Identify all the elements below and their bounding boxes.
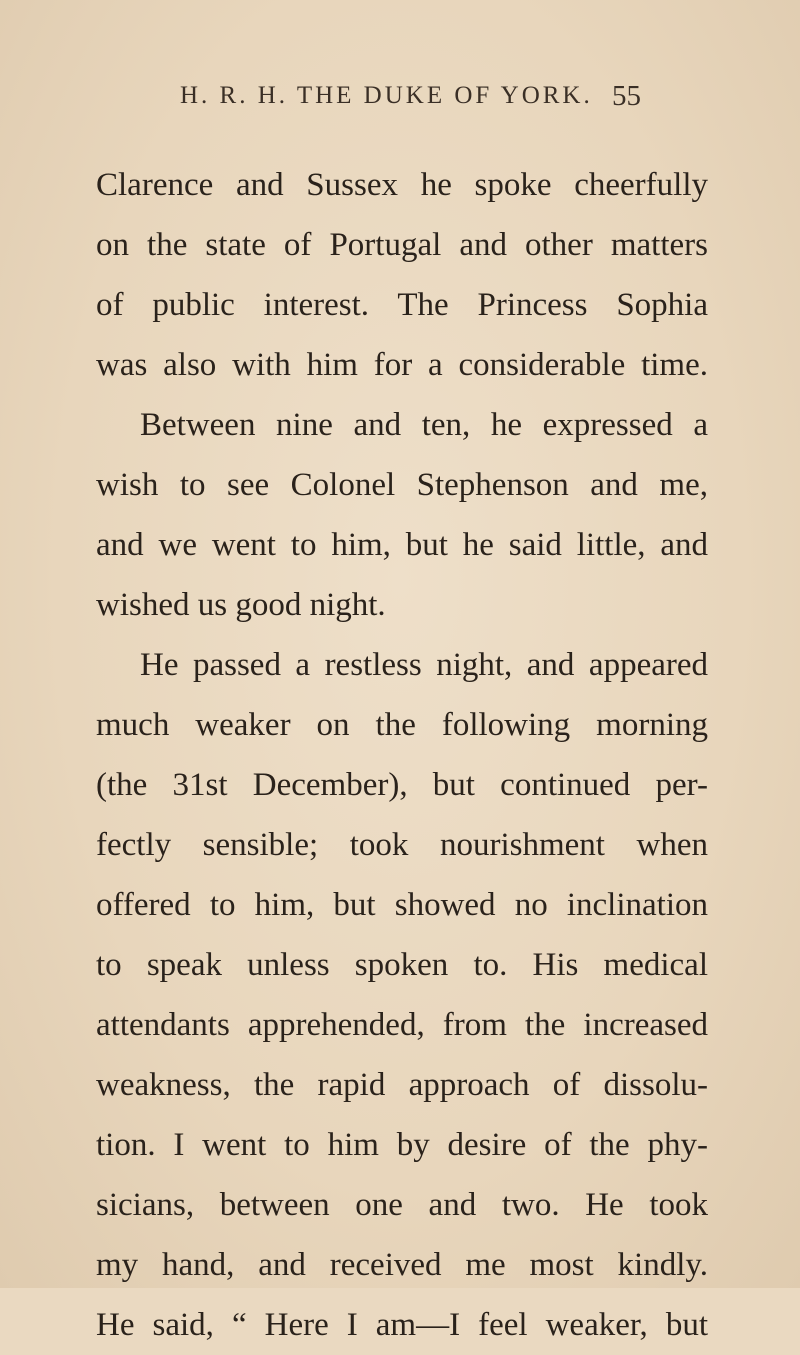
text-line: to speak unless spoken to. His medical — [96, 947, 708, 983]
text-line: offered to him, but showed no inclination — [96, 887, 708, 923]
text-line: He said, “ Here I am—I feel weaker, but — [96, 1307, 708, 1343]
text-line: weakness, the rapid approach of dissolu- — [96, 1067, 708, 1103]
text-line: of public interest. The Princess Sophia — [96, 287, 708, 323]
text-line: (the 31st December), but continued per- — [96, 767, 708, 803]
text-line: attendants apprehended, from the increased — [96, 1007, 708, 1043]
page-number: 55 — [612, 80, 641, 112]
text-line: much weaker on the following morning — [96, 707, 708, 743]
text-line: tion. I went to him by desire of the phy- — [96, 1127, 708, 1163]
text-line: fectly sensible; took nourishment when — [96, 827, 708, 863]
text-line: sicians, between one and two. He took — [96, 1187, 708, 1223]
text-line: on the state of Portugal and other matters — [96, 227, 708, 263]
paragraph-end-line: wished us good night. — [96, 587, 386, 623]
text-line: wish to see Colonel Stephenson and me, — [96, 467, 708, 503]
text-line: Clarence and Sussex he spoke cheerfully — [96, 167, 708, 203]
running-header: H. R. H. THE DUKE OF YORK. — [180, 82, 593, 109]
paragraph-start-line: He passed a restless night, and appeared — [140, 647, 708, 683]
text-line: was also with him for a considerable time. — [96, 347, 708, 383]
body-text — [96, 155, 708, 1355]
text-line: and we went to him, but he said little, and — [96, 527, 708, 563]
paragraph-start-line: Between nine and ten, he expressed a — [140, 407, 708, 443]
text-line: my hand, and received me most kindly. — [96, 1247, 708, 1283]
